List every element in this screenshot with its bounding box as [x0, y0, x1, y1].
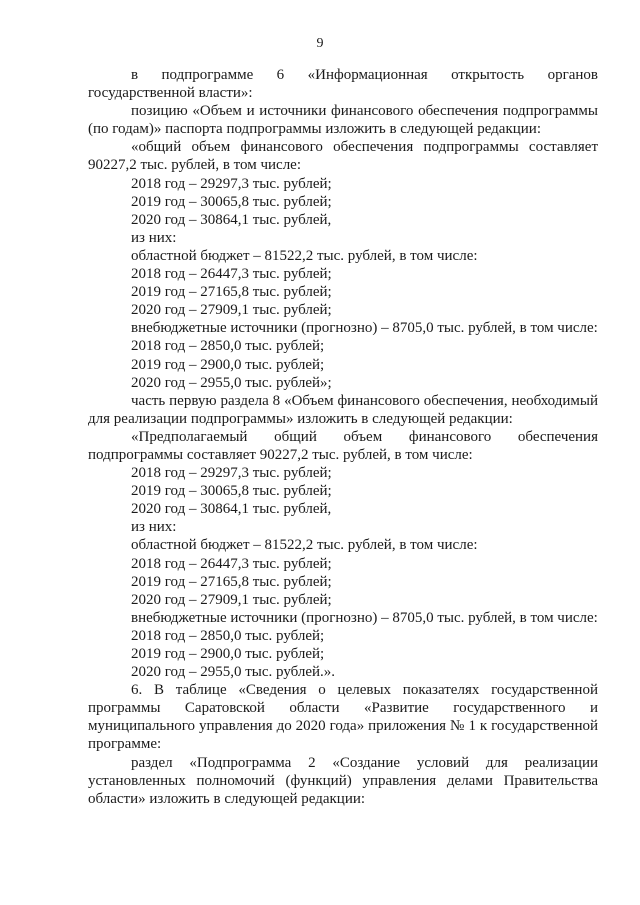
paragraph: 2020 год – 27909,1 тыс. рублей; [131, 591, 332, 608]
paragraph: «общий объем финансового обеспечения подпрограммы составляет 90227,2 тыс. рублей, в том числе: [88, 139, 598, 174]
paragraph: 2019 год – 30065,8 тыс. рублей; [131, 483, 332, 500]
paragraph: областной бюджет – 81522,2 тыс. рублей, в том числе: [131, 537, 478, 554]
paragraph: из них: [131, 519, 177, 536]
paragraph: в подпрограмме 6 «Информационная открытость органов государственной власти»: [88, 67, 598, 102]
paragraph: 2020 год – 27909,1 тыс. рублей; [131, 302, 332, 319]
paragraph: 2018 год – 2850,0 тыс. рублей; [131, 627, 325, 644]
paragraph: 2020 год – 30864,1 тыс. рублей, [131, 501, 332, 518]
page-number: 9 [316, 36, 324, 51]
paragraph: 2020 год – 30864,1 тыс. рублей, [131, 211, 332, 228]
paragraph: позицию «Объем и источники финансового обеспечения подпрограммы (по годам)» паспорта подпрограммы изложить в следующей редакции: [88, 103, 598, 138]
paragraph: 6. В таблице «Сведения о целевых показателях государственной программы Саратовской области «Развитие государственного и муниципального управления до 2020 года» приложения № 1 к государственной программе: [88, 682, 598, 753]
paragraph: 2018 год – 29297,3 тыс. рублей; [131, 465, 332, 482]
paragraph: часть первую раздела 8 «Объем финансового обеспечения, необходимый для реализации подпрограммы» изложить в следующей редакции: [88, 392, 598, 427]
paragraph: 2019 год – 30065,8 тыс. рублей; [131, 193, 332, 210]
paragraph: раздел «Подпрограмма 2 «Создание условий для реализации установленных полномочий (функций) управления делами Правительства области» изложить в следующей редакции: [88, 754, 598, 807]
paragraph: внебюджетные источники (прогнозно) – 8705,0 тыс. рублей, в том числе: [131, 320, 598, 337]
paragraph: внебюджетные источники (прогнозно) – 8705,0 тыс. рублей, в том числе: [131, 609, 598, 626]
paragraph: 2018 год – 29297,3 тыс. рублей; [131, 175, 332, 192]
paragraph: 2020 год – 2955,0 тыс. рублей»; [131, 374, 332, 391]
paragraph: 2019 год – 27165,8 тыс. рублей; [131, 284, 332, 301]
paragraph: «Предполагаемый общий объем финансового обеспечения подпрограммы составляет 90227,2 тыс. рублей, в том числе: [88, 428, 598, 463]
paragraph: областной бюджет – 81522,2 тыс. рублей, в том числе: [131, 247, 478, 264]
paragraph: 2018 год – 26447,3 тыс. рублей; [131, 555, 332, 572]
paragraph: из них: [131, 229, 177, 246]
paragraph: 2019 год – 27165,8 тыс. рублей; [131, 573, 332, 590]
paragraph: 2018 год – 2850,0 тыс. рублей; [131, 338, 325, 355]
paragraph: 2019 год – 2900,0 тыс. рублей; [131, 356, 325, 373]
paragraph: 2020 год – 2955,0 тыс. рублей.». [131, 664, 336, 681]
paragraph: 2018 год – 26447,3 тыс. рублей; [131, 266, 332, 283]
document-body [88, 66, 598, 808]
paragraph: 2019 год – 2900,0 тыс. рублей; [131, 646, 325, 662]
